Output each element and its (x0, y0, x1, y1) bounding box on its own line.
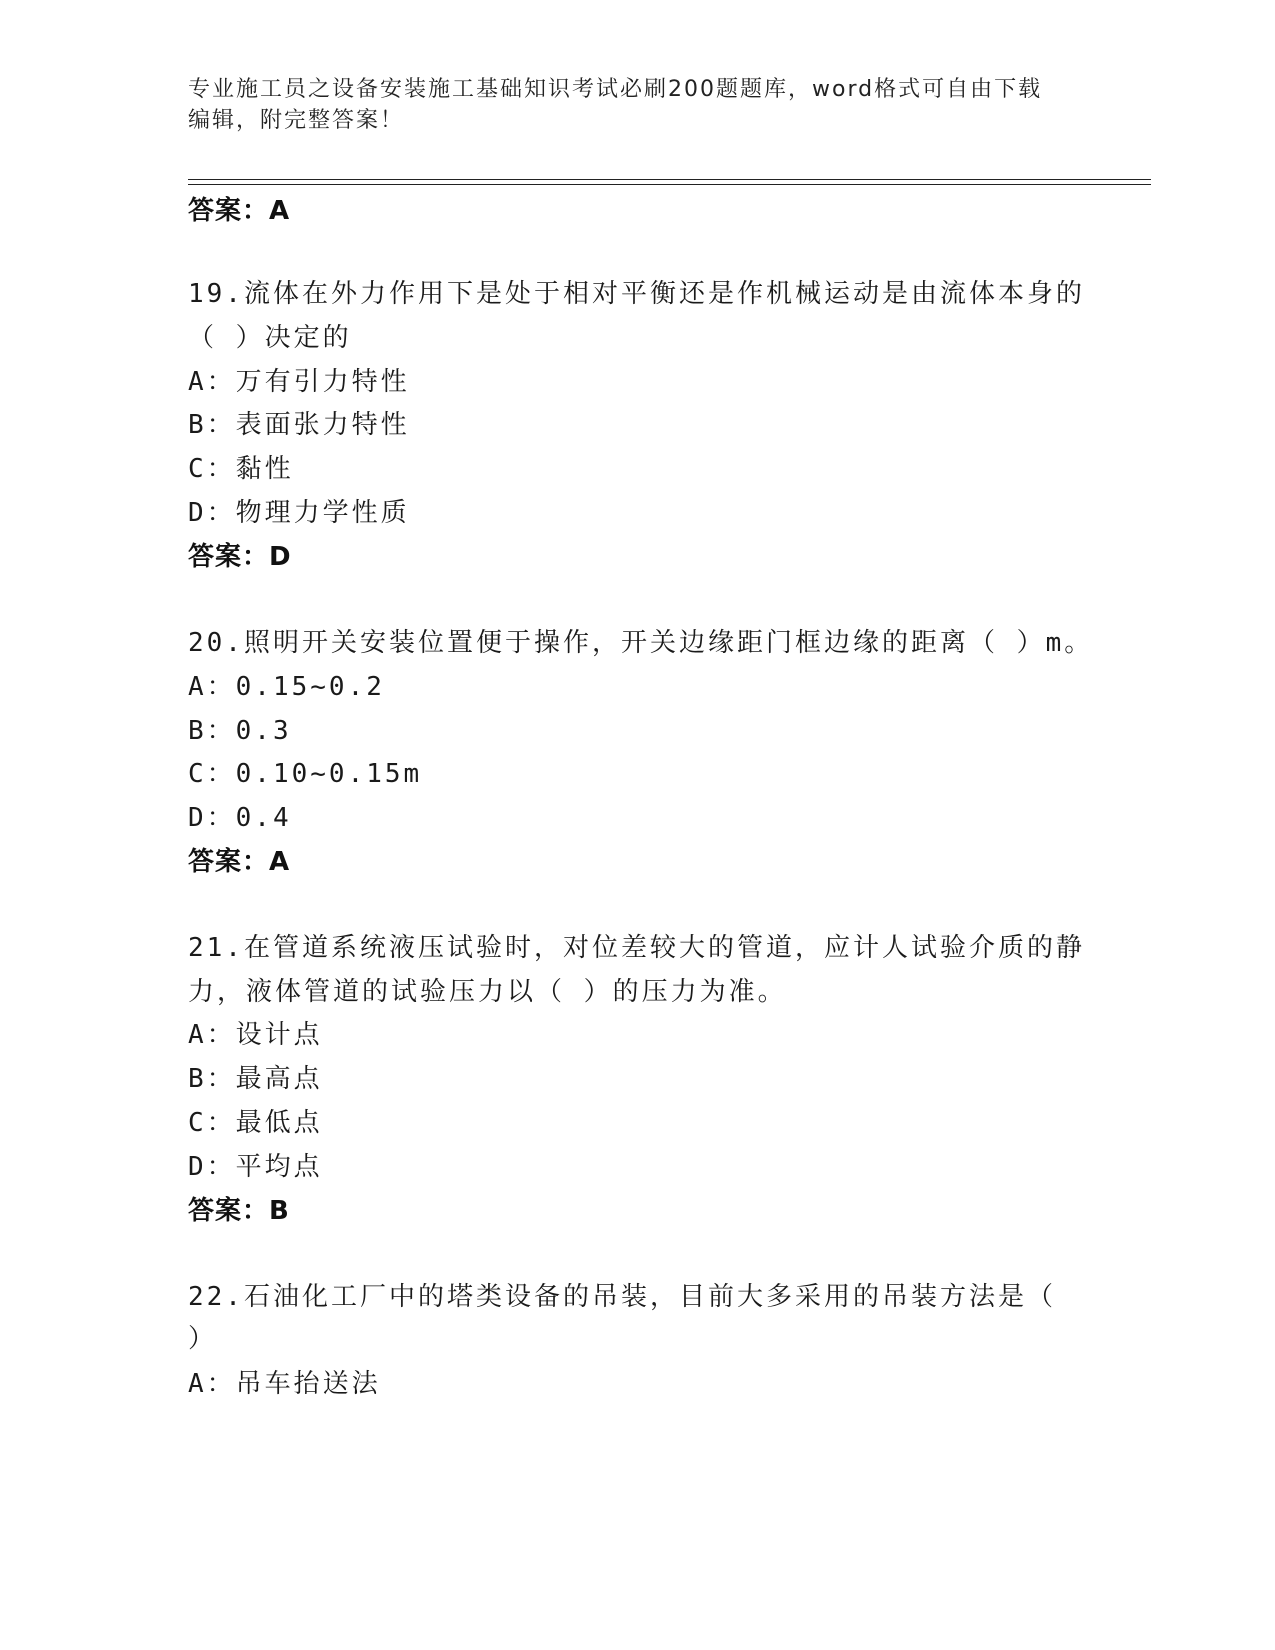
option-b: B：最高点 (188, 1064, 323, 1094)
option-c: C：最低点 (188, 1108, 323, 1138)
question-stem: 19.流体在外力作用下是处于相对平衡还是作机械运动是由流体本身的 (188, 279, 1085, 309)
header-divider-bottom (188, 184, 1151, 185)
question-stem: 20.照明开关安装位置便于操作，开关边缘距门框边缘的距离（ ）m。 (188, 628, 1094, 658)
answer-label: 答案：B (188, 1196, 290, 1226)
option-a: A：设计点 (188, 1020, 323, 1050)
option-c: C：黏性 (188, 454, 294, 484)
question-stem-continued: 力，液体管道的试验压力以（ ）的压力为准。 (188, 977, 787, 1007)
option-b: B：0.3 (188, 716, 292, 746)
option-a: A：万有引力特性 (188, 367, 410, 397)
question-stem: 21.在管道系统液压试验时，对位差较大的管道，应计人试验介质的静 (188, 933, 1085, 963)
option-d: D：平均点 (188, 1152, 323, 1182)
answer-label: 答案：A (188, 196, 291, 226)
option-d: D：物理力学性质 (188, 498, 410, 528)
option-b: B：表面张力特性 (188, 410, 410, 440)
header-divider-top (188, 179, 1151, 180)
answer-label: 答案：A (188, 847, 291, 877)
question-stem-continued: （ ）决定的 (188, 323, 352, 353)
option-a: A：0.15~0.2 (188, 672, 385, 702)
option-d: D：0.4 (188, 803, 292, 833)
question-stem: 22.石油化工厂中的塔类设备的吊装，目前大多采用的吊装方法是（ (188, 1282, 1056, 1312)
answer-label: 答案：D (188, 542, 292, 572)
option-a: A：吊车抬送法 (188, 1369, 381, 1399)
header-line-2: 编辑，附完整答案！ (188, 108, 405, 133)
option-c: C：0.10~0.15m (188, 759, 423, 789)
question-stem-continued: ） (188, 1324, 218, 1354)
document-header (188, 74, 1088, 136)
header-line-1: 专业施工员之设备安装施工基础知识考试必刷200题题库，word格式可自由下载 (188, 77, 1043, 102)
